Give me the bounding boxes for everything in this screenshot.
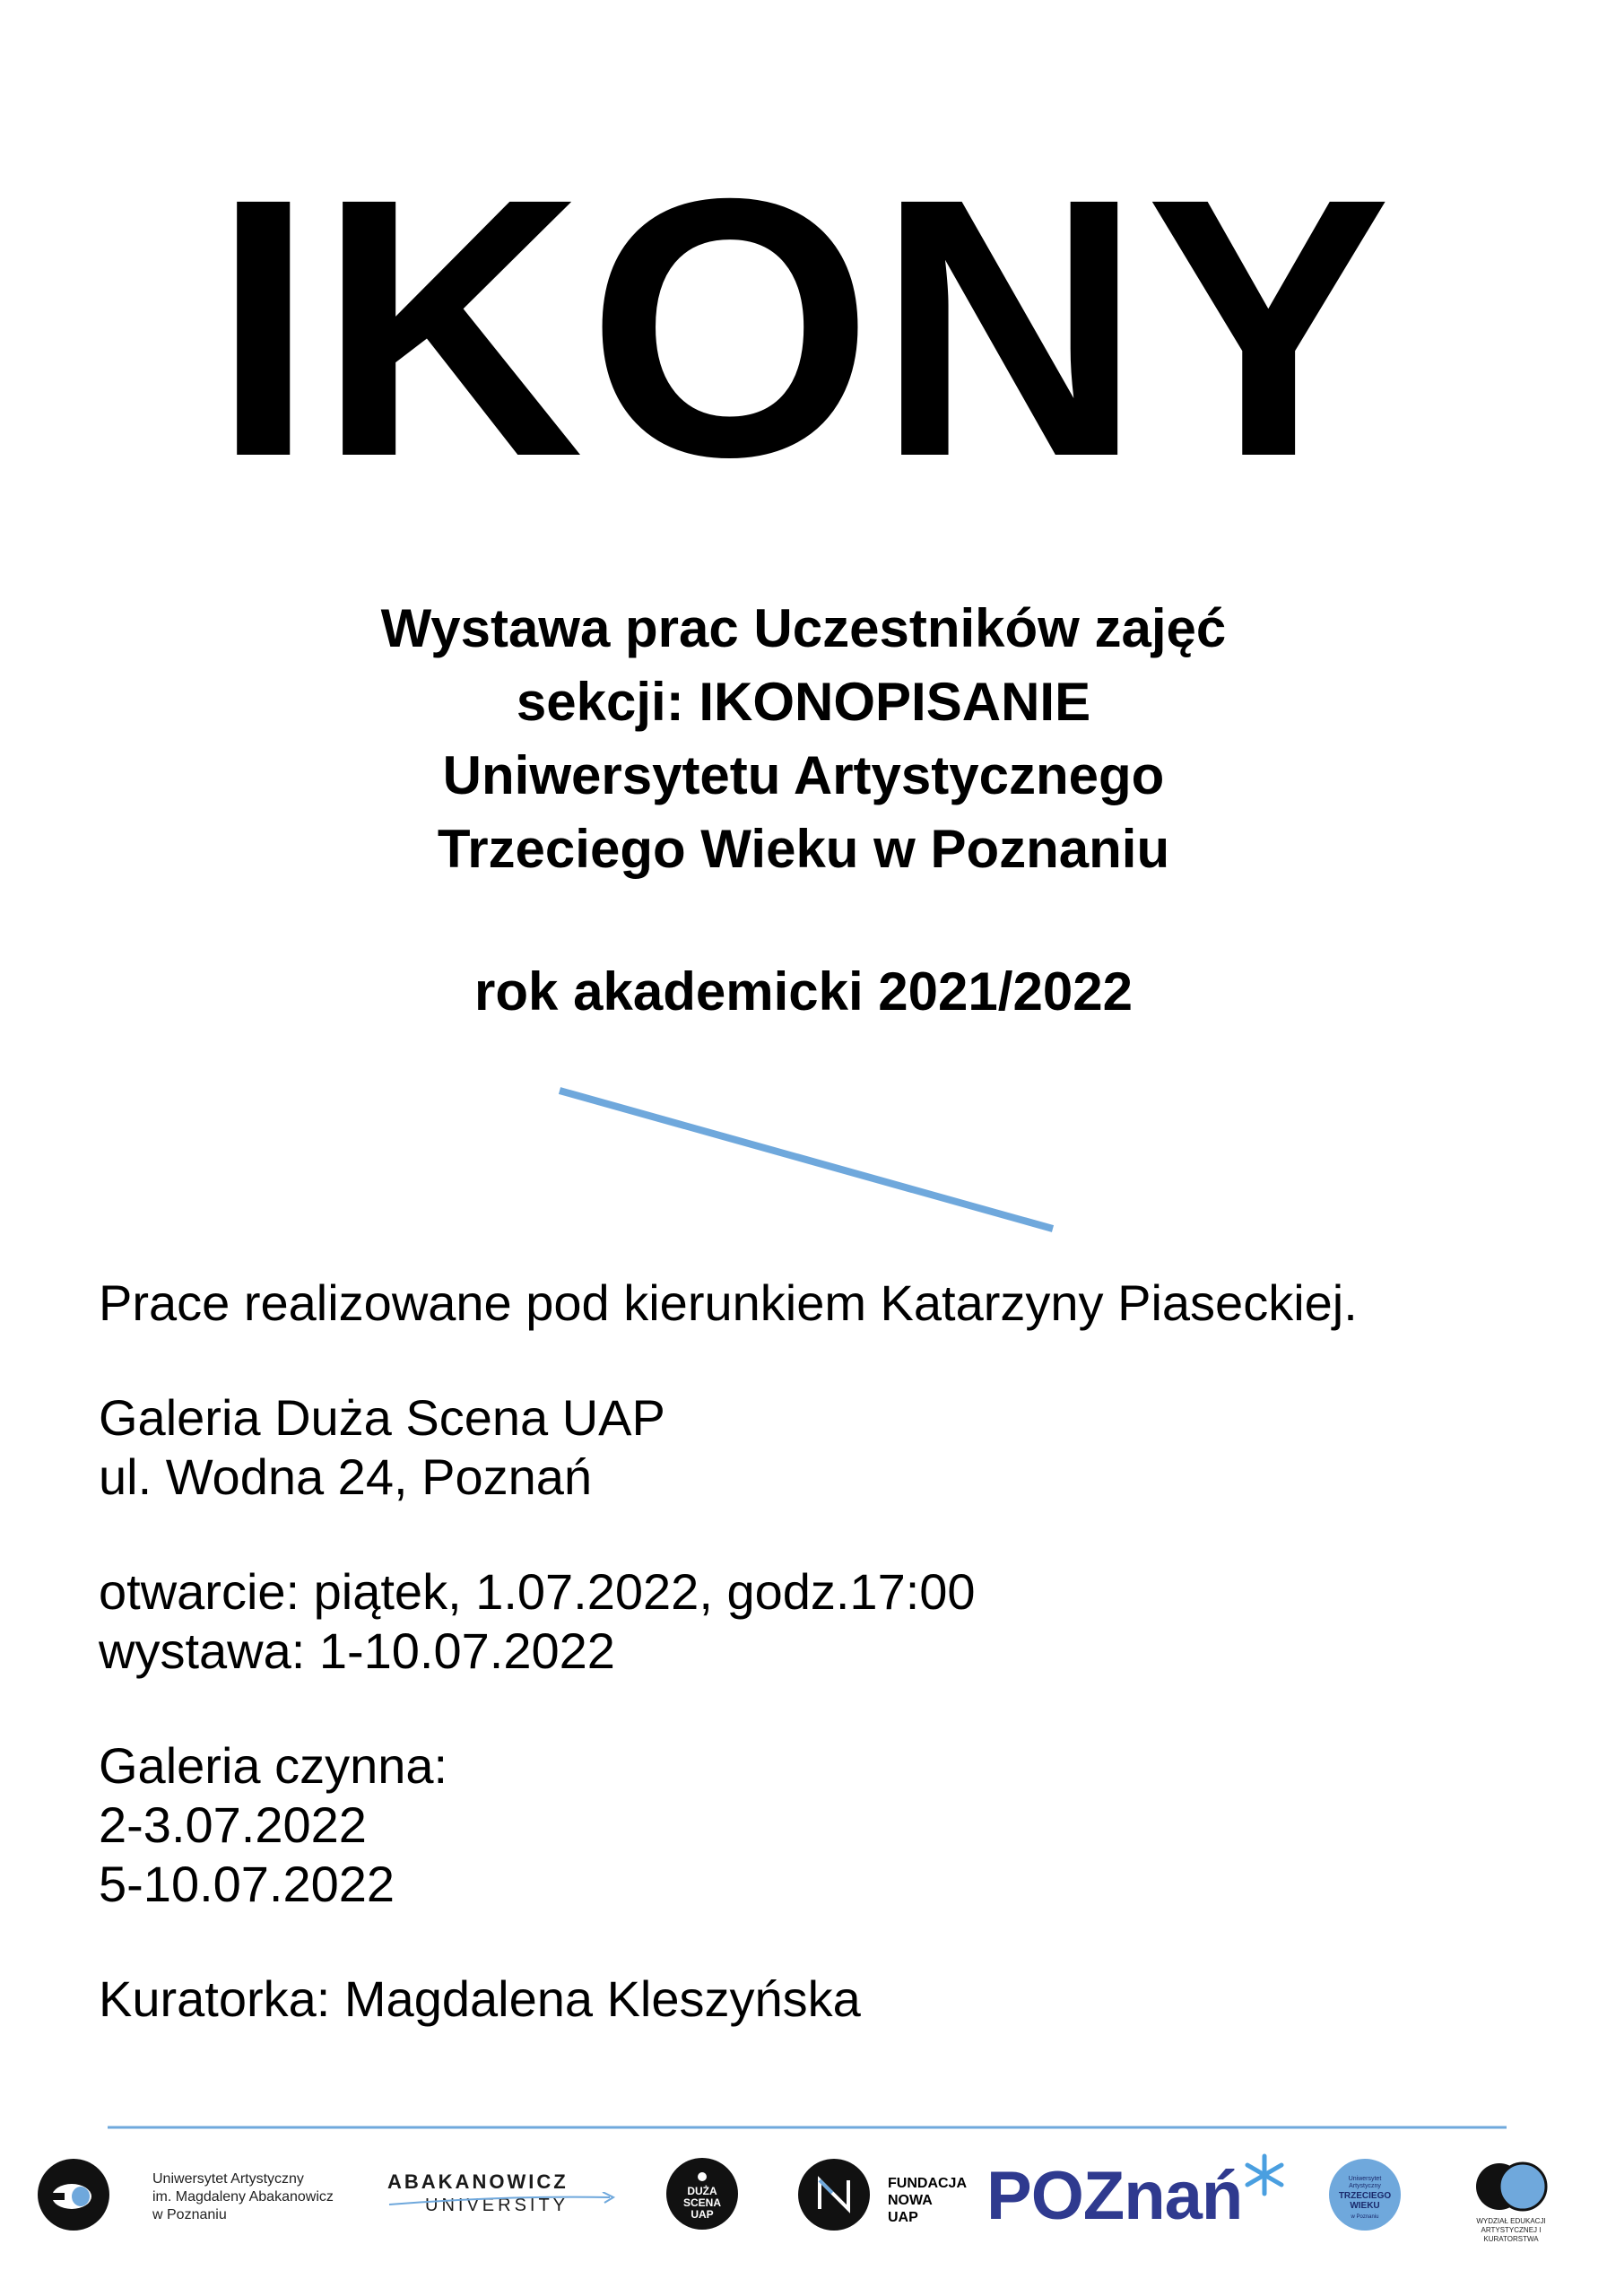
exhibition-info [99, 1274, 1533, 2029]
poznan-logo: POZnań [986, 2158, 1243, 2234]
subtitle-line: Trzeciego Wieku w Poznaniu [437, 819, 1170, 879]
subtitle-line: Wystawa prac Uczestników zajęć [380, 598, 1227, 658]
venue-name: Galeria Duża Scena UAP [99, 1389, 665, 1446]
curator: Kuratorka: Magdalena Kleszyńska [99, 1970, 861, 2027]
academic-year: rok akademicki 2021/2022 [474, 961, 1133, 1022]
wydzial-logo-icon [1471, 2160, 1553, 2213]
uap-logo-text: Uniwersytet Artystyczny im. Magdaleny Abakanowicz w Poznaniu [152, 2171, 334, 2222]
venue-address: ul. Wodna 24, Poznań [99, 1448, 593, 1505]
university-text: UNIVERSITY [425, 2196, 569, 2215]
fundacja-logo-text: FUNDACJA NOWA UAP [888, 2176, 967, 2225]
abakanowicz-text: ABAKANOWICZ [387, 2170, 569, 2193]
open-hours-label: Galeria czynna: [99, 1737, 448, 1794]
utw-logo-icon [1327, 2157, 1403, 2232]
fundacja-nowa-uap-logo-icon [796, 2157, 872, 2232]
abakanowicz-university-logo [387, 2170, 621, 2224]
exhibition-dates: wystawa: 1-10.07.2022 [99, 1622, 615, 1679]
svg-text:Artystyczny: Artystyczny [1349, 2183, 1381, 2189]
open-date: 5-10.07.2022 [99, 1856, 395, 1912]
svg-text:w Poznaniu: w Poznaniu [1351, 2214, 1379, 2220]
svg-text:Uniwersytet: Uniwersytet [1348, 2176, 1382, 2182]
subtitle-line: sekcji: IKONOPISANIE [516, 672, 1091, 732]
svg-text:DUŻA: DUŻA [687, 2185, 717, 2197]
svg-text:UAP: UAP [691, 2208, 714, 2221]
opening-time: otwarcie: piątek, 1.07.2022, godz.17:00 [99, 1563, 976, 1620]
diagonal-accent-line [560, 1091, 1053, 1229]
asterisk-icon [1242, 2152, 1287, 2197]
open-date: 2-3.07.2022 [99, 1796, 367, 1853]
exhibition-description [0, 592, 1607, 886]
subtitle-line: Uniwersytetu Artystycznego [442, 745, 1165, 805]
poster-title: IKONY [212, 122, 1395, 533]
svg-text:WIEKU: WIEKU [1350, 2201, 1380, 2211]
wydzial-logo-text: WYDZIAŁ EDUKACJI ARTYSTYCZNEJ I KURATORSTWA [1476, 2217, 1546, 2243]
arrow-icon [387, 2192, 621, 2210]
duza-scena-logo-icon [665, 2157, 739, 2231]
svg-text:SCENA: SCENA [682, 2196, 722, 2209]
supervision-text: Prace realizowane pod kierunkiem Katarzyny Piaseckiej. [99, 1274, 1358, 1331]
svg-text:TRZECIEGO: TRZECIEGO [1338, 2191, 1392, 2201]
uap-logo-icon [36, 2157, 111, 2232]
